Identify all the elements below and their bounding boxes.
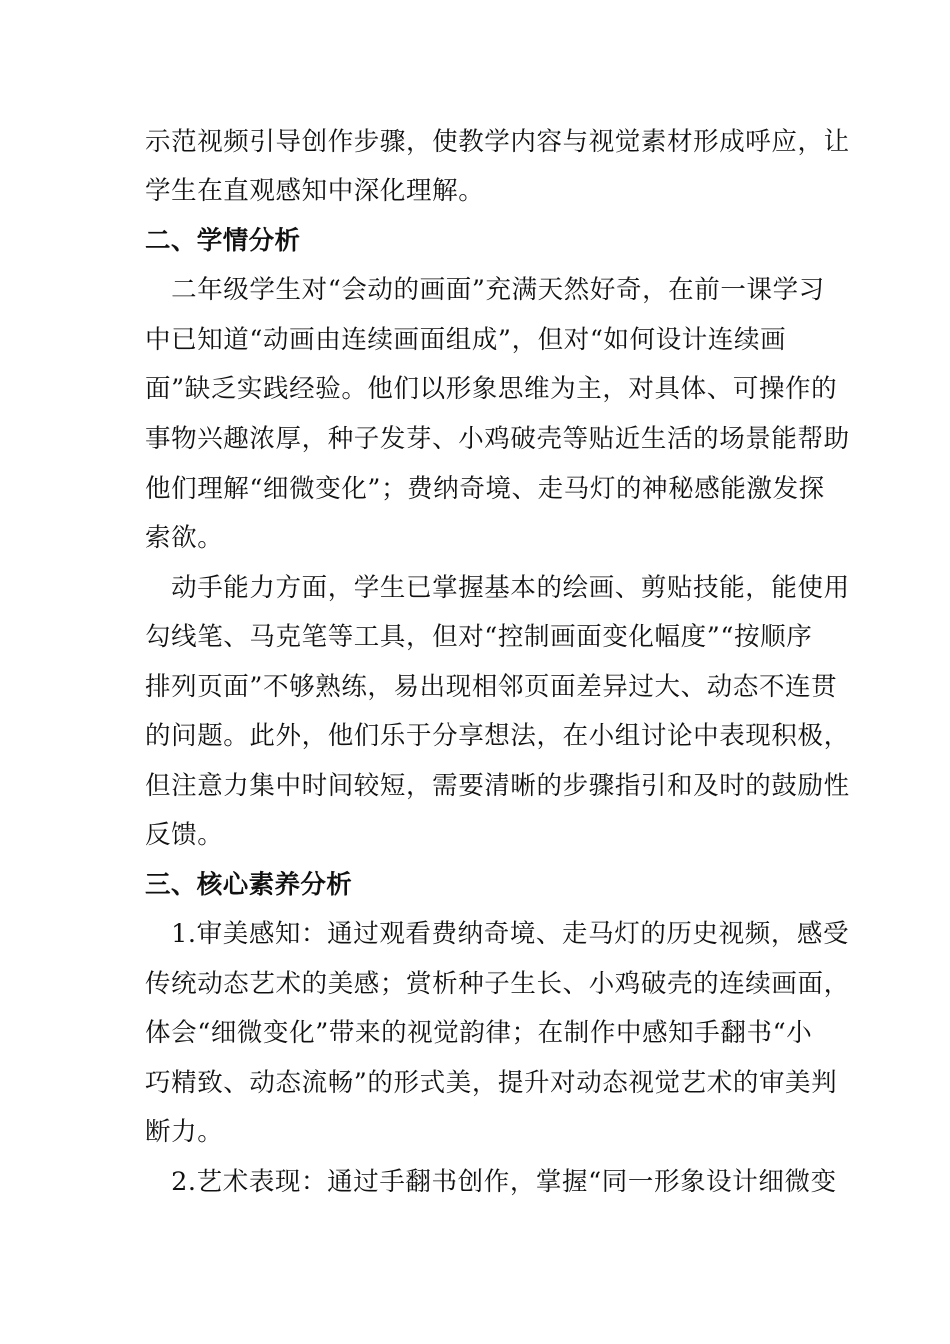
paragraph-line: 学生在直观感知中深化理解。 (145, 176, 485, 206)
paragraph-line: 2.艺术表现：通过手翻书创作，掌握“同一形象设计细微变 (145, 1167, 837, 1197)
paragraph-line: 事物兴趣浓厚，种子发芽、小鸡破壳等贴近生活的场景能帮助 (145, 424, 850, 454)
section-heading: 三、核心素养分析 (145, 870, 353, 900)
paragraph-line: 体会“细微变化”带来的视觉韵律；在制作中感知手翻书“小 (145, 1018, 813, 1048)
paragraph-line: 示范视频引导创作步骤，使教学内容与视觉素材形成呼应，让 (145, 127, 850, 157)
paragraph-line: 面”缺乏实践经验。他们以形象思维为主，对具体、可操作的 (145, 374, 838, 404)
paragraph-line: 中已知道“动画由连续画面组成”，但对“如何设计连续画 (145, 325, 787, 355)
paragraph-line: 的问题。此外，他们乐于分享想法，在小组讨论中表现积极， (145, 721, 850, 751)
section-heading: 二、学情分析 (145, 226, 301, 256)
paragraph-line: 动手能力方面，学生已掌握基本的绘画、剪贴技能，能使用 (145, 573, 850, 603)
paragraph-line: 传统动态艺术的美感；赏析种子生长、小鸡破壳的连续画面， (145, 969, 850, 999)
paragraph-line: 断力。 (145, 1117, 224, 1147)
paragraph-line: 排列页面”不够熟练，易出现相邻页面差异过大、动态不连贯 (145, 672, 838, 702)
paragraph-line: 索欲。 (145, 523, 224, 553)
paragraph-line: 勾线笔、马克笔等工具，但对“控制画面变化幅度”“按顺序 (145, 622, 813, 652)
paragraph-line: 反馈。 (145, 820, 224, 850)
paragraph-line: 但注意力集中时间较短，需要清晰的步骤指引和及时的鼓励性 (145, 771, 850, 801)
paragraph-line: 巧精致、动态流畅”的形式美，提升对动态视觉艺术的审美判 (145, 1068, 838, 1098)
paragraph-line: 1.审美感知：通过观看费纳奇境、走马灯的历史视频，感受 (145, 919, 850, 949)
paragraph-line: 二年级学生对“会动的画面”充满天然好奇，在前一课学习 (145, 275, 825, 305)
paragraph-line: 他们理解“细微变化”；费纳奇境、走马灯的神秘感能激发探 (145, 474, 825, 504)
